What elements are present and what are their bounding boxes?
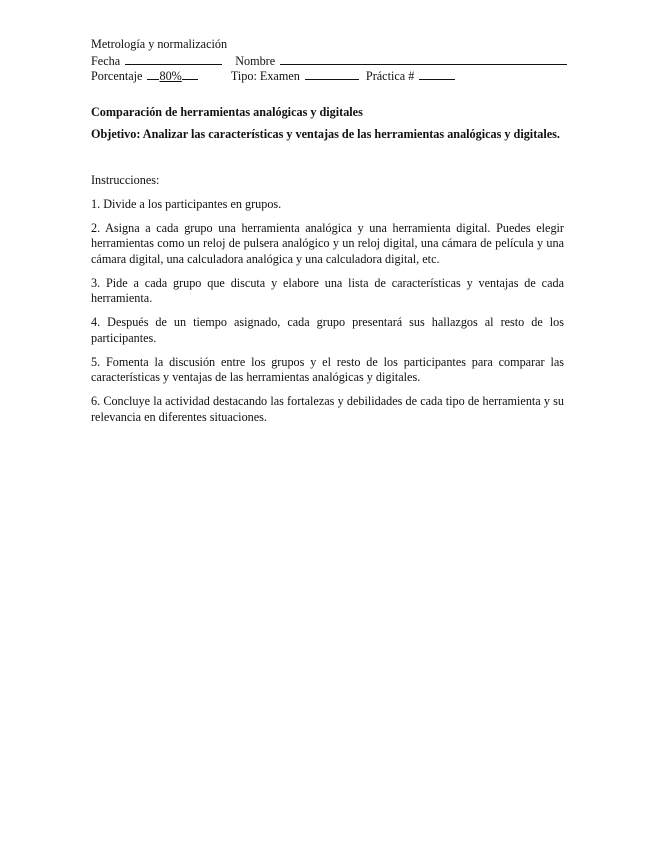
instruction-item: 1. Divide a los participantes en grupos. bbox=[91, 196, 282, 211]
tipo-blank bbox=[305, 68, 359, 80]
instruction-item: 6. Concluye la actividad destacando las fortalezas y debilidades de cada tipo de herramienta y su relevancia en diferentes situaciones. bbox=[91, 394, 564, 424]
subject-title: Metrología y normalización bbox=[91, 37, 228, 51]
instruction-item: 5. Fomenta la discusión entre los grupos y el resto de los participantes para comparar las características y ventajas de las herramientas analógicas y digitales. bbox=[91, 354, 564, 384]
porcentaje-label: Porcentaje bbox=[91, 69, 143, 83]
document-page bbox=[91, 37, 564, 425]
practica-blank bbox=[419, 68, 455, 80]
porcentaje-blank-pre bbox=[147, 68, 159, 80]
fecha-label: Fecha bbox=[91, 53, 121, 68]
instructions-heading: Instrucciones: bbox=[91, 172, 160, 187]
document-title: Comparación de herramientas analógicas y digitales bbox=[91, 104, 363, 119]
instructions-list bbox=[91, 197, 564, 426]
porcentaje-line bbox=[91, 68, 564, 84]
practica-label: Práctica # bbox=[365, 69, 415, 83]
porcentaje-value: 80% bbox=[159, 69, 182, 83]
fecha-blank bbox=[125, 53, 222, 65]
instruction-item: 3. Pide a cada grupo que discuta y elabore una lista de características y ventajas de cada herramienta. bbox=[91, 275, 564, 305]
nombre-blank bbox=[280, 53, 567, 65]
nombre-label: Nombre bbox=[235, 53, 276, 68]
instruction-item: 4. Después de un tiempo asignado, cada grupo presentará sus hallazgos al resto de los participantes. bbox=[91, 315, 564, 345]
instruction-item: 2. Asigna a cada grupo una herramienta analógica y una herramienta digital. Puedes elegir herramientas como un reloj de pulsera analógico y un reloj digital, una cámara de película y una cámara digital, una calculadora analógica y una calculadora digital, etc. bbox=[91, 220, 564, 266]
tipo-label: Tipo: Examen bbox=[230, 69, 300, 83]
objective: Objetivo: Analizar las características y ventajas de las herramientas analógicas y digitales. bbox=[91, 127, 560, 141]
porcentaje-blank-post bbox=[182, 68, 198, 80]
fecha-nombre-line bbox=[91, 53, 564, 69]
subject-line bbox=[91, 37, 564, 53]
